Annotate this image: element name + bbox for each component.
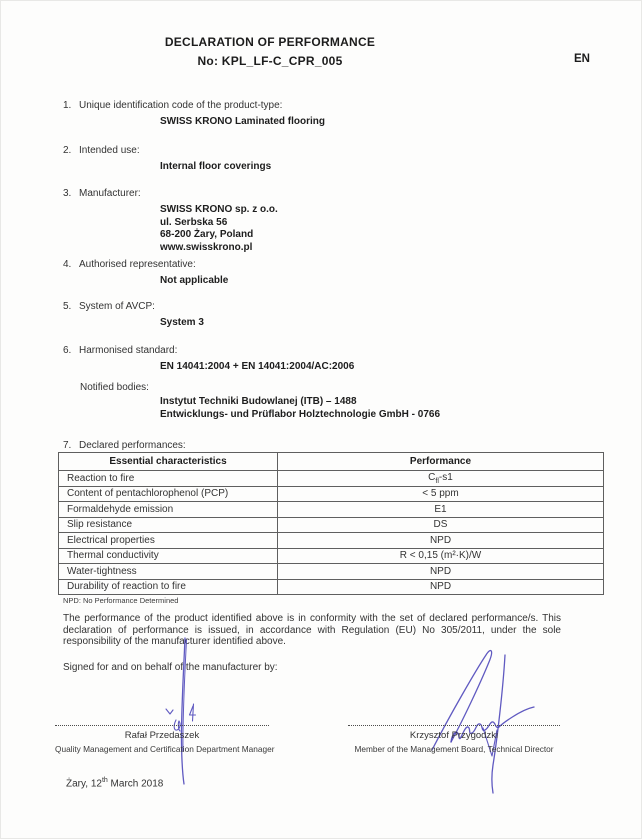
signatory-title: Quality Management and Certification Department Manager — [55, 744, 275, 754]
language-code: EN — [574, 53, 590, 65]
item-label: Unique identification code of the product-type: — [79, 100, 283, 111]
characteristic-cell: Slip resistance — [59, 517, 278, 533]
performance-cell: < 5 ppm — [278, 486, 604, 502]
header-essential-characteristics: Essential characteristics — [59, 453, 278, 471]
characteristic-cell: Durability of reaction to fire — [59, 579, 278, 595]
item-manufacturer — [63, 188, 583, 254]
notified-bodies-label: Notified bodies: — [80, 382, 149, 393]
item-value: Internal floor coverings — [160, 161, 272, 172]
characteristic-cell: Formaldehyde emission — [59, 502, 278, 518]
item-number: 4. — [63, 259, 72, 270]
item-label: Declared performances: — [79, 440, 186, 451]
table-row — [59, 548, 604, 564]
item-avcp-system — [63, 301, 583, 330]
signature-left — [158, 636, 210, 786]
item-label: Authorised representative: — [79, 259, 196, 270]
item-label: Intended use: — [79, 145, 140, 156]
table-row — [59, 533, 604, 549]
item-harmonised-standard — [63, 345, 583, 374]
item-label: Harmonised standard: — [79, 345, 178, 356]
table-row — [59, 471, 604, 487]
item-number: 1. — [63, 100, 72, 111]
document-title — [0, 33, 540, 71]
performance-cell: NPD — [278, 579, 604, 595]
signatory-left — [55, 724, 275, 754]
signature-dotted-line — [55, 724, 269, 726]
characteristic-cell: Reaction to fire — [59, 471, 278, 487]
item-value: Not applicable — [160, 275, 229, 286]
notified-body: Instytut Techniki Budowlanej (ITB) – 1488 — [160, 396, 357, 407]
declaration-paragraph: The performance of the product identified above is in conformity with the set of declared performance/s. This declaration of performance is issued, in accordance with Regulation (EU) No 305/2011, under the sole responsibility of the manufacturer identified above. — [63, 613, 561, 648]
performance-table — [58, 452, 604, 595]
table-row — [59, 502, 604, 518]
item-value: 68-200 Żary, Poland — [160, 229, 254, 240]
item-label: Manufacturer: — [79, 188, 141, 199]
table-row — [59, 564, 604, 580]
item-intended-use — [63, 145, 583, 174]
signatory-right — [348, 724, 560, 754]
item-value: EN 14041:2004 + EN 14041:2004/AC:2006 — [160, 361, 355, 372]
notified-bodies — [80, 382, 440, 421]
npd-footnote: NPD: No Performance Determined — [63, 596, 179, 605]
signature-dotted-line — [348, 724, 560, 726]
signatory-name: Rafał Przedaszek — [124, 730, 200, 741]
date-prefix: Żary, 12 — [66, 778, 102, 790]
item-value: www.swisskrono.pl — [160, 241, 253, 253]
performance-table-body — [59, 471, 604, 595]
title-line-2: No: KPL_LF-C_CPR_005 — [197, 54, 343, 68]
date-suffix: March 2018 — [107, 778, 164, 790]
item-value: SWISS KRONO sp. z o.o. — [160, 204, 278, 215]
notified-body: Entwicklungs- und Prüflabor Holztechnologie GmbH - 0766 — [160, 408, 441, 420]
performance-cell: DS — [278, 517, 604, 533]
item-number: 6. — [63, 345, 72, 356]
place-date — [66, 777, 163, 789]
signed-line: Signed for and on behalf of the manufacturer by: — [63, 662, 278, 673]
characteristic-cell: Electrical properties — [59, 533, 278, 549]
signatory-title: Member of the Management Board, Technical Director — [354, 744, 554, 754]
characteristic-cell: Content of pentachlorophenol (PCP) — [59, 486, 278, 502]
table-row — [59, 486, 604, 502]
signature-right — [410, 630, 555, 795]
item-number: 2. — [63, 145, 72, 156]
item-label: System of AVCP: — [79, 301, 155, 312]
performance-cell: NPD — [278, 533, 604, 549]
performance-cell: NPD — [278, 564, 604, 580]
table-header-row — [59, 453, 604, 471]
performance-cell: $C_{fl}-s1$ — [278, 471, 604, 487]
performance-cell: R < 0,15 (m²·K)/W — [278, 548, 604, 564]
performance-cell: E1 — [278, 502, 604, 518]
item-number: 5. — [63, 301, 72, 312]
characteristic-cell: Thermal conductivity — [59, 548, 278, 564]
item-number: 3. — [63, 188, 72, 199]
item-value: System 3 — [160, 317, 204, 328]
date-ordinal: th — [101, 777, 108, 784]
item-number: 7. — [63, 440, 72, 451]
table-row — [59, 579, 604, 595]
characteristic-cell: Water-tightness — [59, 564, 278, 580]
header-performance: Performance — [278, 453, 604, 471]
item-product-type — [63, 100, 583, 129]
item-value: SWISS KRONO Laminated flooring — [160, 116, 326, 127]
signatory-name: Krzysztof Przygodzki — [409, 730, 499, 741]
table-row — [59, 517, 604, 533]
item-value: ul. Serbska 56 — [160, 216, 228, 228]
item-declared-performances — [63, 440, 583, 451]
title-line-1: DECLARATION OF PERFORMANCE — [164, 35, 376, 49]
item-authorised-representative — [63, 259, 583, 288]
